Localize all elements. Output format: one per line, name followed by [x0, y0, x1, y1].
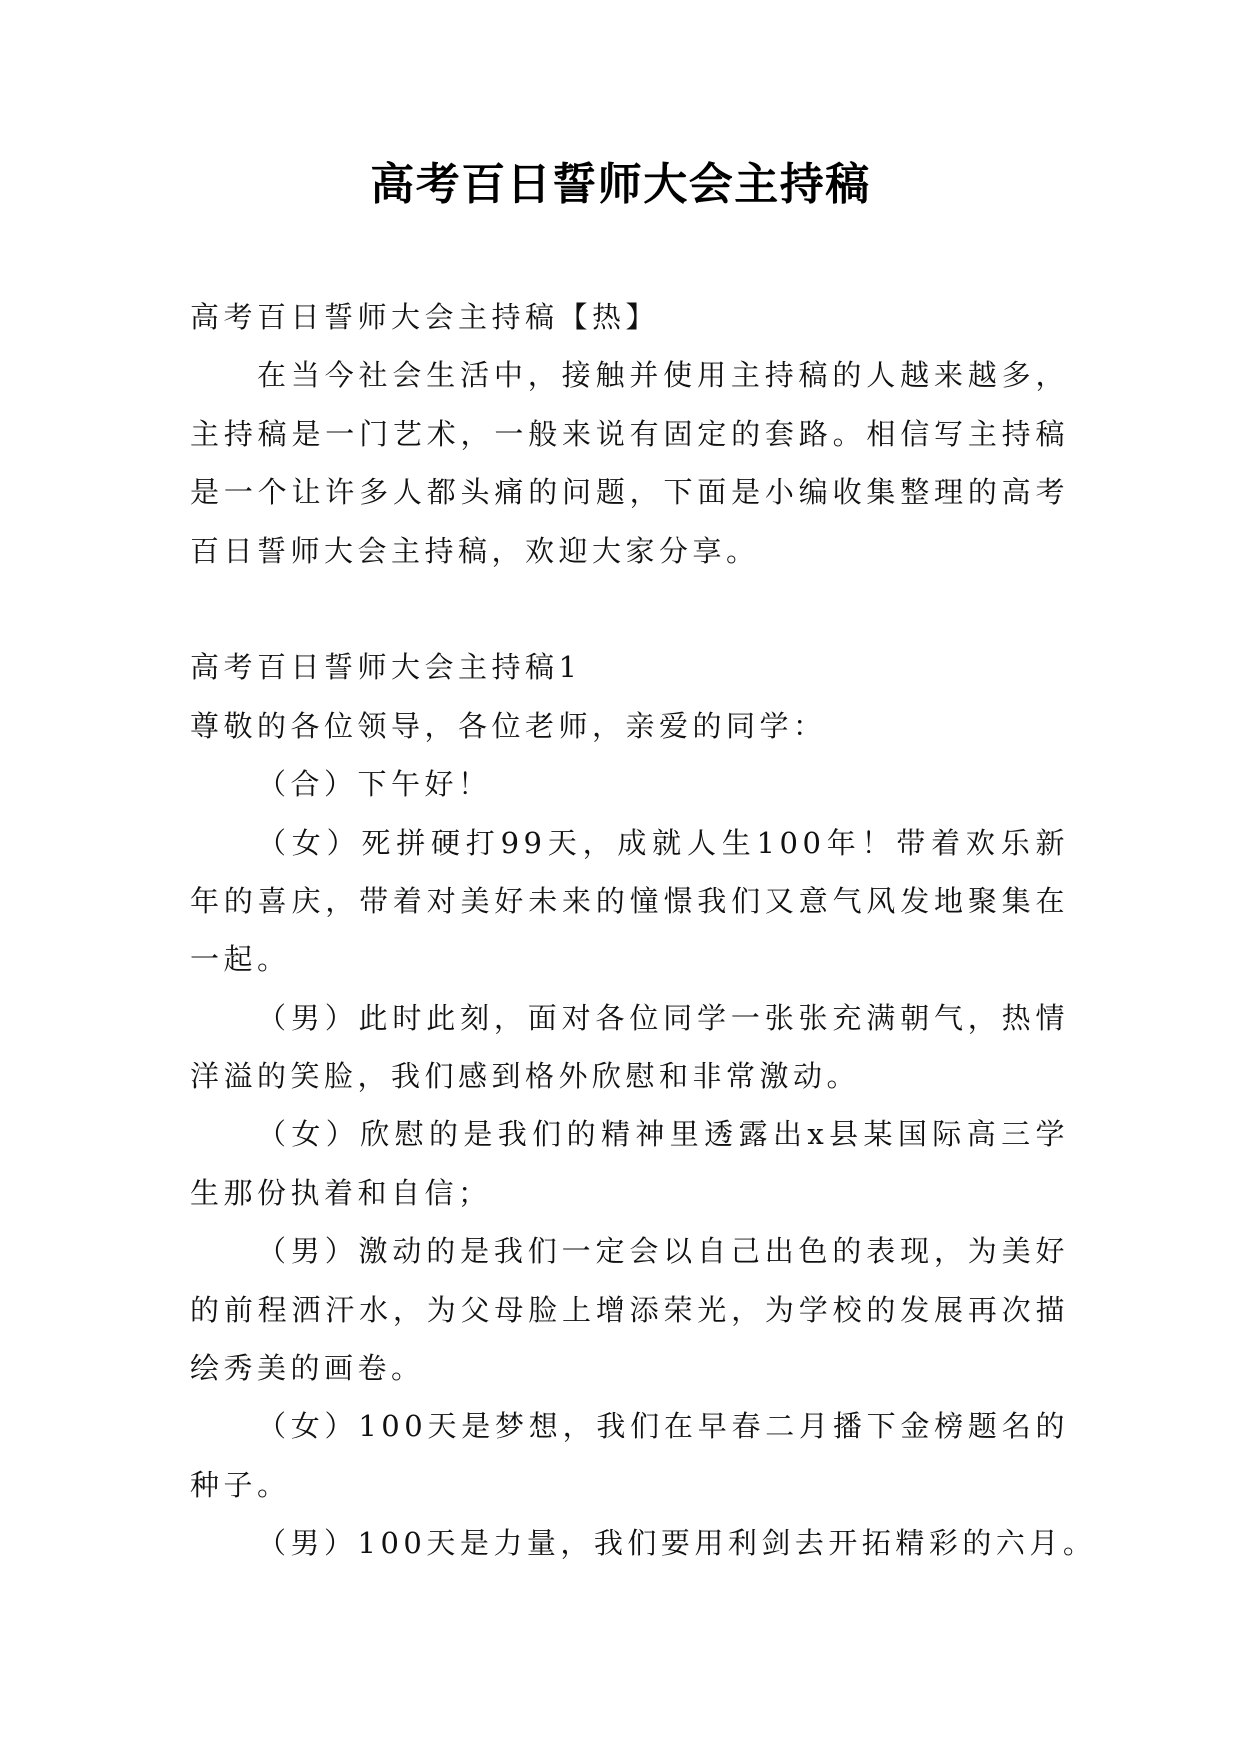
document-body: [190, 288, 1097, 1573]
text-line: 一起。: [190, 942, 291, 977]
text-line: 种子。: [190, 1467, 291, 1502]
text-line: 主持稿是一门艺术，一般来说有固定的套路。相信写主持稿: [190, 416, 1069, 451]
salutation: 尊敬的各位领导，各位老师，亲爱的同学：: [190, 708, 827, 743]
text-line: 绘秀美的画卷。: [190, 1351, 425, 1386]
document-title: 高考百日誓师大会主持稿: [370, 159, 871, 210]
text-line: 在当今社会生活中，接触并使用主持稿的人越来越多，: [257, 358, 1069, 393]
speech-paragraph: [190, 755, 1069, 813]
text-line: 的前程洒汗水，为父母脸上增添荣光，为学校的发展再次描: [190, 1292, 1069, 1327]
text-line: 百日誓师大会主持稿，欢迎大家分享。: [190, 533, 760, 568]
subtitle: 高考百日誓师大会主持稿【热】: [190, 300, 660, 334]
blank-line: [190, 580, 1069, 638]
text-line: （男）100天是力量，我们要用利剑去开拓精彩的六月。: [257, 1526, 1097, 1561]
text-line: 生那份执着和自信；: [190, 1175, 492, 1210]
text-line: 年的喜庆，带着对美好未来的憧憬我们又意气风发地聚集在: [190, 883, 1069, 918]
text-line: （男）此时此刻，面对各位同学一张张充满朝气，热情: [257, 1000, 1069, 1035]
text-line: 是一个让许多人都头痛的问题，下面是小编收集整理的高考: [190, 475, 1069, 510]
text-line: （女）死拼硬打99天，成就人生100年！带着欢乐新: [257, 825, 1069, 860]
speech-paragraph: [190, 814, 1069, 989]
text-line: （合）下午好！: [257, 767, 492, 802]
speech-paragraph: [190, 1514, 1097, 1572]
text-line: 洋溢的笑脸，我们感到格外欣慰和非常激动。: [190, 1059, 861, 1094]
section-heading: 高考百日誓师大会主持稿1: [190, 650, 582, 685]
text-line: （女）100天是梦想，我们在早春二月播下金榜题名的: [257, 1409, 1069, 1444]
speech-paragraph: [190, 989, 1069, 1106]
speech-paragraph: [190, 1397, 1069, 1514]
text-line: （女）欣慰的是我们的精神里透露出x县某国际高三学: [257, 1117, 1069, 1152]
text-line: （男）激动的是我们一定会以自己出色的表现，为美好: [257, 1234, 1069, 1269]
intro-paragraph: [190, 346, 1069, 580]
speech-paragraph: [190, 1105, 1069, 1222]
speech-paragraph: [190, 1222, 1069, 1397]
